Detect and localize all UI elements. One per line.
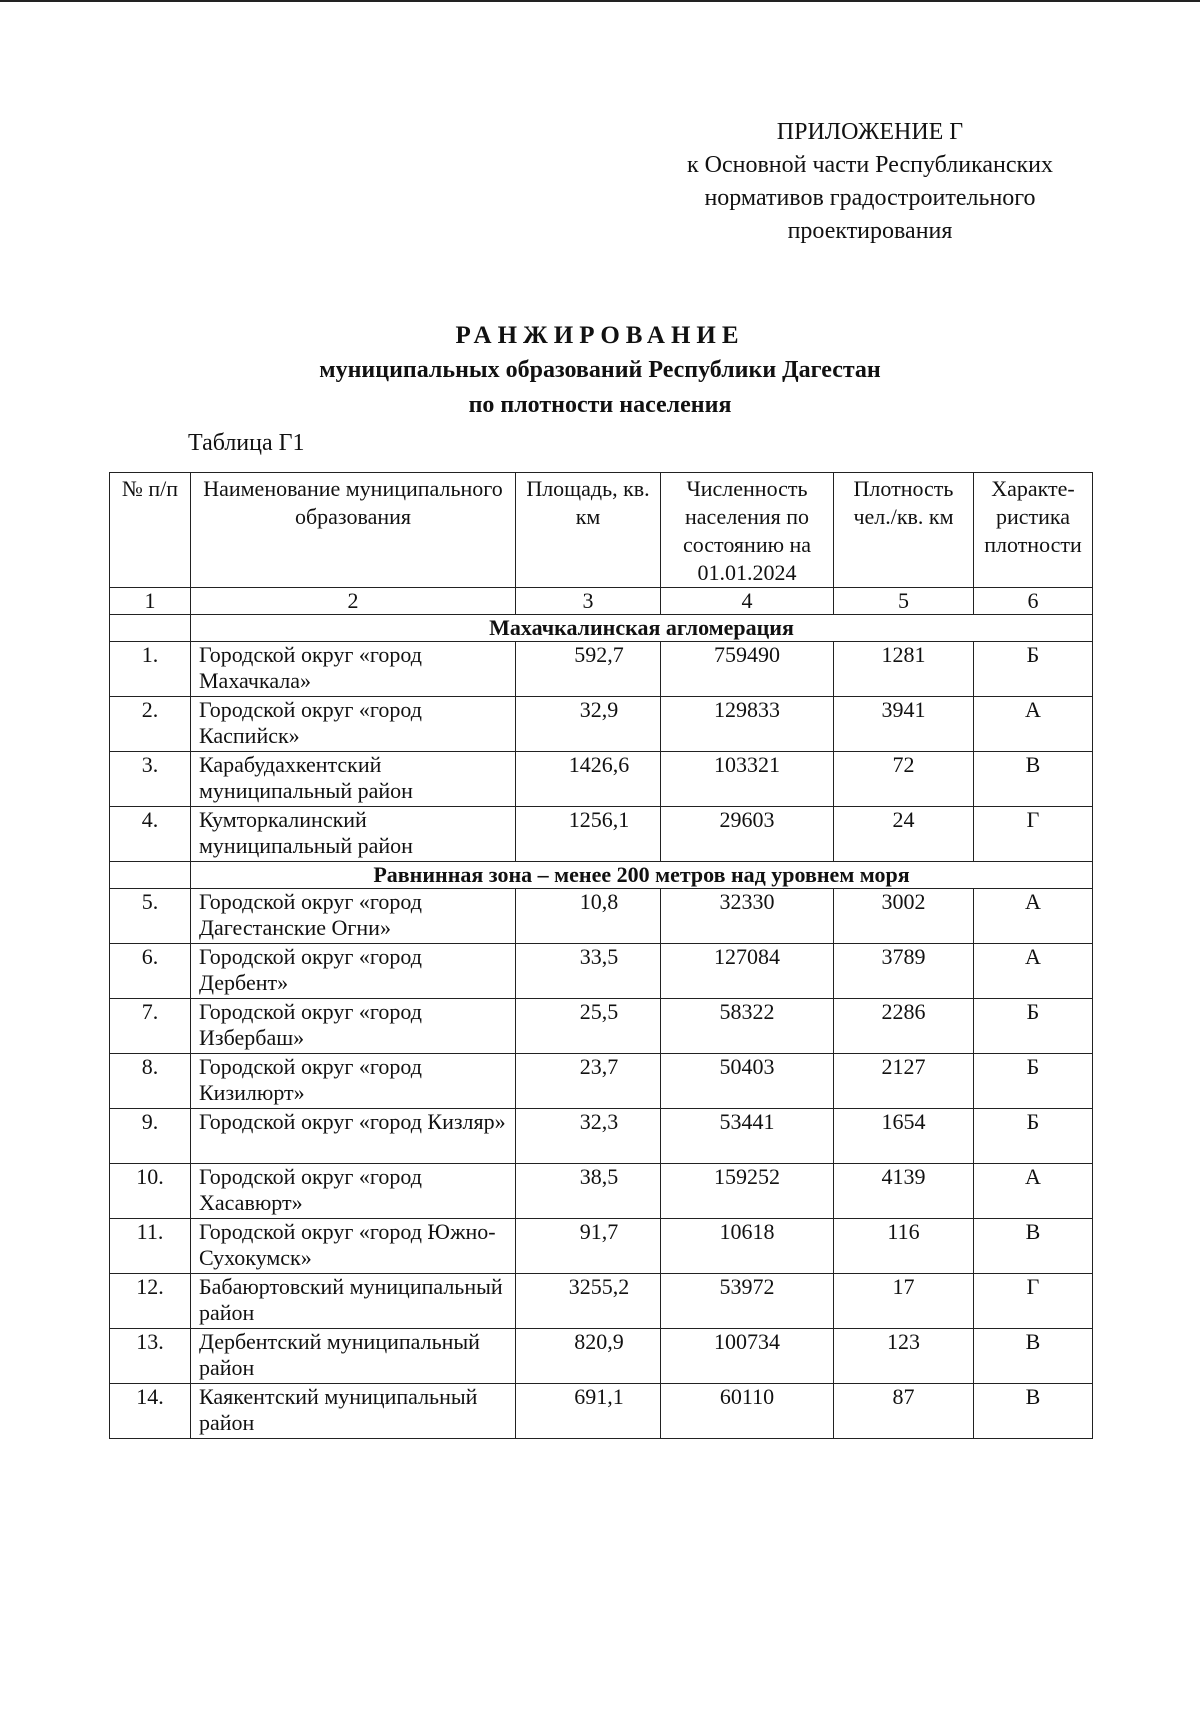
- column-number: 2: [191, 588, 516, 615]
- density-value: 4139: [834, 1164, 974, 1219]
- density-category: А: [974, 889, 1093, 944]
- population-value: 759490: [661, 642, 834, 697]
- zone-header-row: [110, 615, 1093, 642]
- municipality-name: Карабудахкентский муниципальный район: [191, 752, 516, 807]
- row-number: 4.: [110, 807, 191, 862]
- table-row: [110, 944, 1093, 999]
- column-number-row: [110, 588, 1093, 615]
- density-category: В: [974, 1384, 1093, 1439]
- column-number: 1: [110, 588, 191, 615]
- area-value: 1256,1: [516, 807, 661, 862]
- density-category: А: [974, 944, 1093, 999]
- population-value: 50403: [661, 1054, 834, 1109]
- density-value: 72: [834, 752, 974, 807]
- row-number: 6.: [110, 944, 191, 999]
- header-population: Численность населения по состоянию на 01.01.2024: [661, 473, 834, 588]
- area-value: 1426,6: [516, 752, 661, 807]
- municipality-name: Каякентский муниципальный район: [191, 1384, 516, 1439]
- table-row: [110, 697, 1093, 752]
- title-line-3: по плотности населения: [468, 392, 732, 418]
- table-row: [110, 1054, 1093, 1109]
- area-value: 33,5: [516, 944, 661, 999]
- document-title: [0, 318, 1200, 423]
- density-value: 1654: [834, 1109, 974, 1164]
- population-value: 129833: [661, 697, 834, 752]
- row-number: 7.: [110, 999, 191, 1054]
- table-row: [110, 1274, 1093, 1329]
- table-row: [110, 1164, 1093, 1219]
- column-number: 5: [834, 588, 974, 615]
- municipality-name: Городской округ «город Дербент»: [191, 944, 516, 999]
- density-value: 1281: [834, 642, 974, 697]
- zone-header-row: [110, 862, 1093, 889]
- row-number: 3.: [110, 752, 191, 807]
- table-row: [110, 1219, 1093, 1274]
- density-value: 3941: [834, 697, 974, 752]
- municipality-name: Городской округ «город Хасавюрт»: [191, 1164, 516, 1219]
- population-value: 10618: [661, 1219, 834, 1274]
- area-value: 25,5: [516, 999, 661, 1054]
- row-number: 8.: [110, 1054, 191, 1109]
- municipality-name: Городской округ «город Дагестанские Огни»: [191, 889, 516, 944]
- row-number: 12.: [110, 1274, 191, 1329]
- density-value: 123: [834, 1329, 974, 1384]
- density-category: Б: [974, 1054, 1093, 1109]
- density-category: Г: [974, 1274, 1093, 1329]
- municipality-name: Городской округ «город Южно-Сухокумск»: [191, 1219, 516, 1274]
- density-value: 87: [834, 1384, 974, 1439]
- header-category: Характе-ристика плотности: [974, 473, 1093, 588]
- area-value: 10,8: [516, 889, 661, 944]
- density-value: 24: [834, 807, 974, 862]
- density-table: [109, 472, 1093, 1439]
- row-number: 11.: [110, 1219, 191, 1274]
- table-row: [110, 889, 1093, 944]
- density-category: В: [974, 752, 1093, 807]
- table-row: [110, 752, 1093, 807]
- municipality-name: Дербентский муниципальный район: [191, 1329, 516, 1384]
- row-number: 14.: [110, 1384, 191, 1439]
- header-number: № п/п: [110, 473, 191, 588]
- table-row: [110, 999, 1093, 1054]
- population-value: 53441: [661, 1109, 834, 1164]
- header-density: Плотность чел./кв. км: [834, 473, 974, 588]
- appendix-label: ПРИЛОЖЕНИЕ Г: [776, 119, 964, 145]
- density-category: А: [974, 1164, 1093, 1219]
- municipality-name: Городской округ «город Каспийск»: [191, 697, 516, 752]
- header-name: Наименование муниципального образования: [191, 473, 516, 588]
- row-number: 9.: [110, 1109, 191, 1164]
- municipality-name: Городской округ «город Кизляр»: [191, 1109, 516, 1164]
- area-value: 38,5: [516, 1164, 661, 1219]
- area-value: 592,7: [516, 642, 661, 697]
- appendix-line-2: к Основной части Республиканских: [686, 152, 1054, 178]
- density-category: Б: [974, 999, 1093, 1054]
- population-value: 32330: [661, 889, 834, 944]
- area-value: 32,9: [516, 697, 661, 752]
- population-value: 29603: [661, 807, 834, 862]
- zone-title: Равнинная зона – менее 200 метров над уровнем моря: [191, 862, 1093, 889]
- municipality-name: Городской округ «город Махачкала»: [191, 642, 516, 697]
- row-number: 10.: [110, 1164, 191, 1219]
- zone-empty-cell: [110, 615, 191, 642]
- column-number: 6: [974, 588, 1093, 615]
- density-category: Б: [974, 1109, 1093, 1164]
- table-row: [110, 642, 1093, 697]
- density-category: В: [974, 1219, 1093, 1274]
- population-value: 60110: [661, 1384, 834, 1439]
- density-value: 2286: [834, 999, 974, 1054]
- row-number: 13.: [110, 1329, 191, 1384]
- row-number: 5.: [110, 889, 191, 944]
- municipality-name: Городской округ «город Избербаш»: [191, 999, 516, 1054]
- row-number: 1.: [110, 642, 191, 697]
- population-value: 100734: [661, 1329, 834, 1384]
- title-main: РАНЖИРОВАНИЕ: [455, 322, 745, 349]
- area-value: 3255,2: [516, 1274, 661, 1329]
- appendix-header: [640, 116, 1100, 248]
- column-number: 3: [516, 588, 661, 615]
- appendix-line-4: проектирования: [787, 218, 953, 244]
- municipality-name: Городской округ «город Кизилюрт»: [191, 1054, 516, 1109]
- population-value: 58322: [661, 999, 834, 1054]
- zone-empty-cell: [110, 862, 191, 889]
- area-value: 820,9: [516, 1329, 661, 1384]
- density-value: 17: [834, 1274, 974, 1329]
- table-row: [110, 1384, 1093, 1439]
- density-value: 2127: [834, 1054, 974, 1109]
- population-value: 53972: [661, 1274, 834, 1329]
- header-row: [110, 473, 1093, 588]
- density-category: Г: [974, 807, 1093, 862]
- density-category: Б: [974, 642, 1093, 697]
- row-number: 2.: [110, 697, 191, 752]
- area-value: 32,3: [516, 1109, 661, 1164]
- header-area: Площадь, кв. км: [516, 473, 661, 588]
- municipality-name: Кумторкалинский муниципальный район: [191, 807, 516, 862]
- population-value: 103321: [661, 752, 834, 807]
- area-value: 691,1: [516, 1384, 661, 1439]
- zone-title: Махачкалинская агломерация: [191, 615, 1093, 642]
- table-row: [110, 1329, 1093, 1384]
- title-line-2: муниципальных образований Республики Дагестан: [319, 357, 881, 383]
- appendix-line-3: нормативов градостроительного: [704, 185, 1036, 211]
- column-number: 4: [661, 588, 834, 615]
- density-value: 116: [834, 1219, 974, 1274]
- density-category: В: [974, 1329, 1093, 1384]
- density-category: А: [974, 697, 1093, 752]
- density-value: 3789: [834, 944, 974, 999]
- table-row: [110, 807, 1093, 862]
- municipality-name: Бабаюртовский муниципальный район: [191, 1274, 516, 1329]
- area-value: 91,7: [516, 1219, 661, 1274]
- density-value: 3002: [834, 889, 974, 944]
- table-row: [110, 1109, 1093, 1164]
- area-value: 23,7: [516, 1054, 661, 1109]
- scan-top-border: [0, 0, 1200, 2]
- population-value: 127084: [661, 944, 834, 999]
- table-caption: Таблица Г1: [188, 430, 305, 456]
- population-value: 159252: [661, 1164, 834, 1219]
